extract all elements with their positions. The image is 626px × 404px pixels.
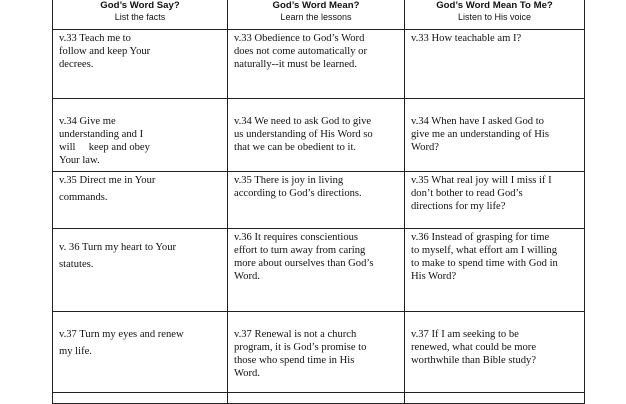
text-line: v.36 Instead of grasping for time [411,232,550,243]
cell-empty [405,393,585,404]
cell-say [53,172,228,229]
cell-say [53,99,228,172]
text-line: Your law. [59,155,100,166]
text-line: v.37 If I am seeking to be [411,329,519,340]
text-line: program, it is God’s promise to [234,342,367,353]
bible-study-table [52,0,585,404]
text-line: v.34 Give me [59,116,116,127]
cell-empty [53,393,228,404]
header-mean-title: God’s Word Mean? [272,0,360,11]
text-line: will keep and obey [59,142,150,153]
text-line: worthwhile than Bible study? [411,355,537,366]
text-line: v.33 Teach me to [59,33,131,44]
header-say [53,0,228,30]
cell-me [405,99,585,172]
cell-say [53,312,228,393]
text-line: that we can be obedient to it. [234,142,357,153]
text-line: v.37 Renewal is not a church [234,329,357,340]
text-line: His Word? [411,271,457,282]
text-line: commands. [59,192,108,203]
text-line: v.35 There is joy in living [234,175,344,186]
text-line: v.33 How teachable am I? [411,33,522,44]
header-say-subtitle: List the facts [114,12,166,22]
cell-me [405,172,585,229]
text-line: to myself, what effort am I willing [411,245,558,256]
text-line: follow and keep Your [59,46,151,57]
cell-mean [228,172,405,229]
text-line: us understanding of His Word so [234,129,373,140]
text-line: directions for my life? [411,201,506,212]
empty-row [53,393,585,404]
cell-mean [228,99,405,172]
text-line: understanding and I [59,129,144,140]
header-mean [228,0,405,30]
text-line: my life. [59,346,92,357]
table-row [53,229,585,312]
text-line: renewed, what could be more [411,342,537,353]
header-row [53,0,585,30]
table-row [53,99,585,172]
cell-me [405,30,585,99]
text-line: more about ourselves than God’s [234,258,374,269]
table-row [53,30,585,99]
text-line: give me an understanding of His [411,129,549,140]
text-line: Word. [234,368,260,379]
table-row [53,172,585,229]
cell-say [53,229,228,312]
table-row [53,312,585,393]
header-me [405,0,585,30]
text-line: does not come automatically or [234,46,367,57]
cell-say [53,30,228,99]
text-line: decrees. [59,59,94,70]
text-line: v.35 What real joy will I miss if I [411,175,552,186]
text-line: to make to spend time with God in [411,258,558,269]
text-line: v. 36 Turn my heart to Your [59,242,177,253]
header-me-title: God’s Word Mean To Me? [436,0,553,11]
text-line: v.34 When have I asked God to [411,116,544,127]
text-line: statutes. [59,259,94,270]
header-mean-subtitle: Learn the lessons [280,12,352,22]
cell-me [405,312,585,393]
text-line: don’t bother to read God’s [411,188,523,199]
text-line: v.36 It requires conscientious [234,232,359,243]
text-line: effort to turn away from caring [234,245,366,256]
text-line: Word. [234,271,260,282]
cell-empty [228,393,405,404]
cell-mean [228,312,405,393]
text-line: v.34 We need to ask God to give [234,116,372,127]
cell-me [405,229,585,312]
header-me-subtitle: Listen to His voice [457,12,532,22]
header-say-title: God’s Word Say? [100,0,180,11]
cell-mean [228,30,405,99]
text-line: those who spend time in His [234,355,355,366]
text-line: v.35 Direct me in Your [59,175,156,186]
text-line: Word? [411,142,439,153]
text-line: naturally--it must be learned. [234,59,357,70]
text-line: v.33 Obedience to God’s Word [234,33,365,44]
text-line: v.37 Turn my eyes and renew [59,329,184,340]
text-line: according to God’s directions. [234,188,362,199]
cell-mean [228,229,405,312]
